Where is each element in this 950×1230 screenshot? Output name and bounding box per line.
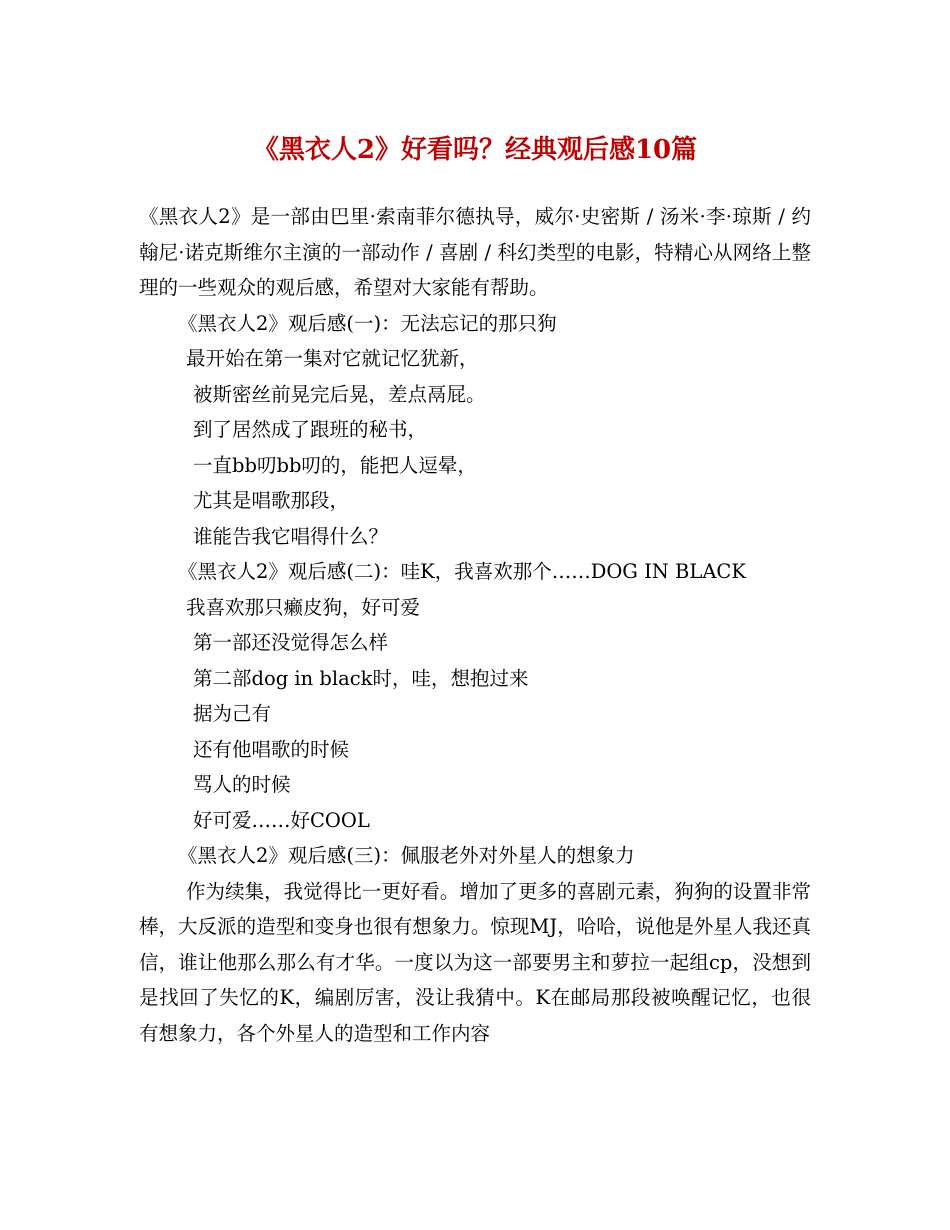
review-1-line: 一直bb叨bb叨的，能把人逗晕， (193, 453, 477, 477)
review-2-line: 据为己有 (193, 702, 272, 725)
document-title: 《黑衣人2》好看吗？经典观后感10篇 (252, 135, 698, 165)
review-1-line: 到了居然成了跟班的秘书， (193, 418, 428, 441)
review-1-heading: 《黑衣人2》观后感(一)：无法忘记的那只狗 (178, 311, 557, 335)
review-2-line: 第一部还没觉得怎么样 (193, 631, 389, 654)
review-2-line: 还有他唱歌的时候 (193, 737, 350, 761)
review-3-heading: 《黑衣人2》观后感(三)：佩服老外对外星人的想象力 (178, 844, 635, 867)
review-1-line: 被斯密丝前晃完后晃，差点鬲屁。 (193, 382, 486, 406)
review-3-paragraph: 作为续集，我觉得比一更好看。增加了更多的喜剧元素，狗狗的设置非常棒，大反派的造型和变身也很有想象力。惊现MJ，哈哈，说他是外星人我还真信，谁让他那么那么有才华。一度以为这一部要男主和萝拉一起组cp，没想到是找回了失忆的K，编剧厉害，没让我猜中。K在邮局那段被唤醒记忆，也很有想象力，各个外星人的造型和工作内容 (139, 879, 811, 1045)
review-2-line: 好可爱……好COOL (193, 808, 370, 832)
review-2-line: 骂人的时候 (193, 773, 291, 796)
intro-paragraph: 《黑衣人2》是一部由巴里·索南菲尔德执导，威尔·史密斯 / 汤米·李·琼斯 / 约翰尼·诺克斯维尔主演的一部动作 / 喜剧 / 科幻类型的电影，特精心从网络上整理的一些观众的观后感，希望对大家能有帮助。 (139, 205, 811, 299)
review-2-line: 我喜欢那只癞皮狗，好可爱 (186, 595, 421, 619)
review-1-line: 尤其是唱歌那段， (193, 489, 350, 512)
document-body (139, 199, 811, 1051)
review-2-line: 第二部dog in black时，哇，想抱过来 (193, 666, 529, 690)
review-1-line: 谁能告我它唱得什么？ (193, 524, 389, 548)
review-1-line: 最开始在第一集对它就记忆犹新， (186, 347, 479, 370)
review-2-heading: 《黑衣人2》观后感(二)：哇K，我喜欢那个……DOG IN BLACK (178, 560, 746, 583)
